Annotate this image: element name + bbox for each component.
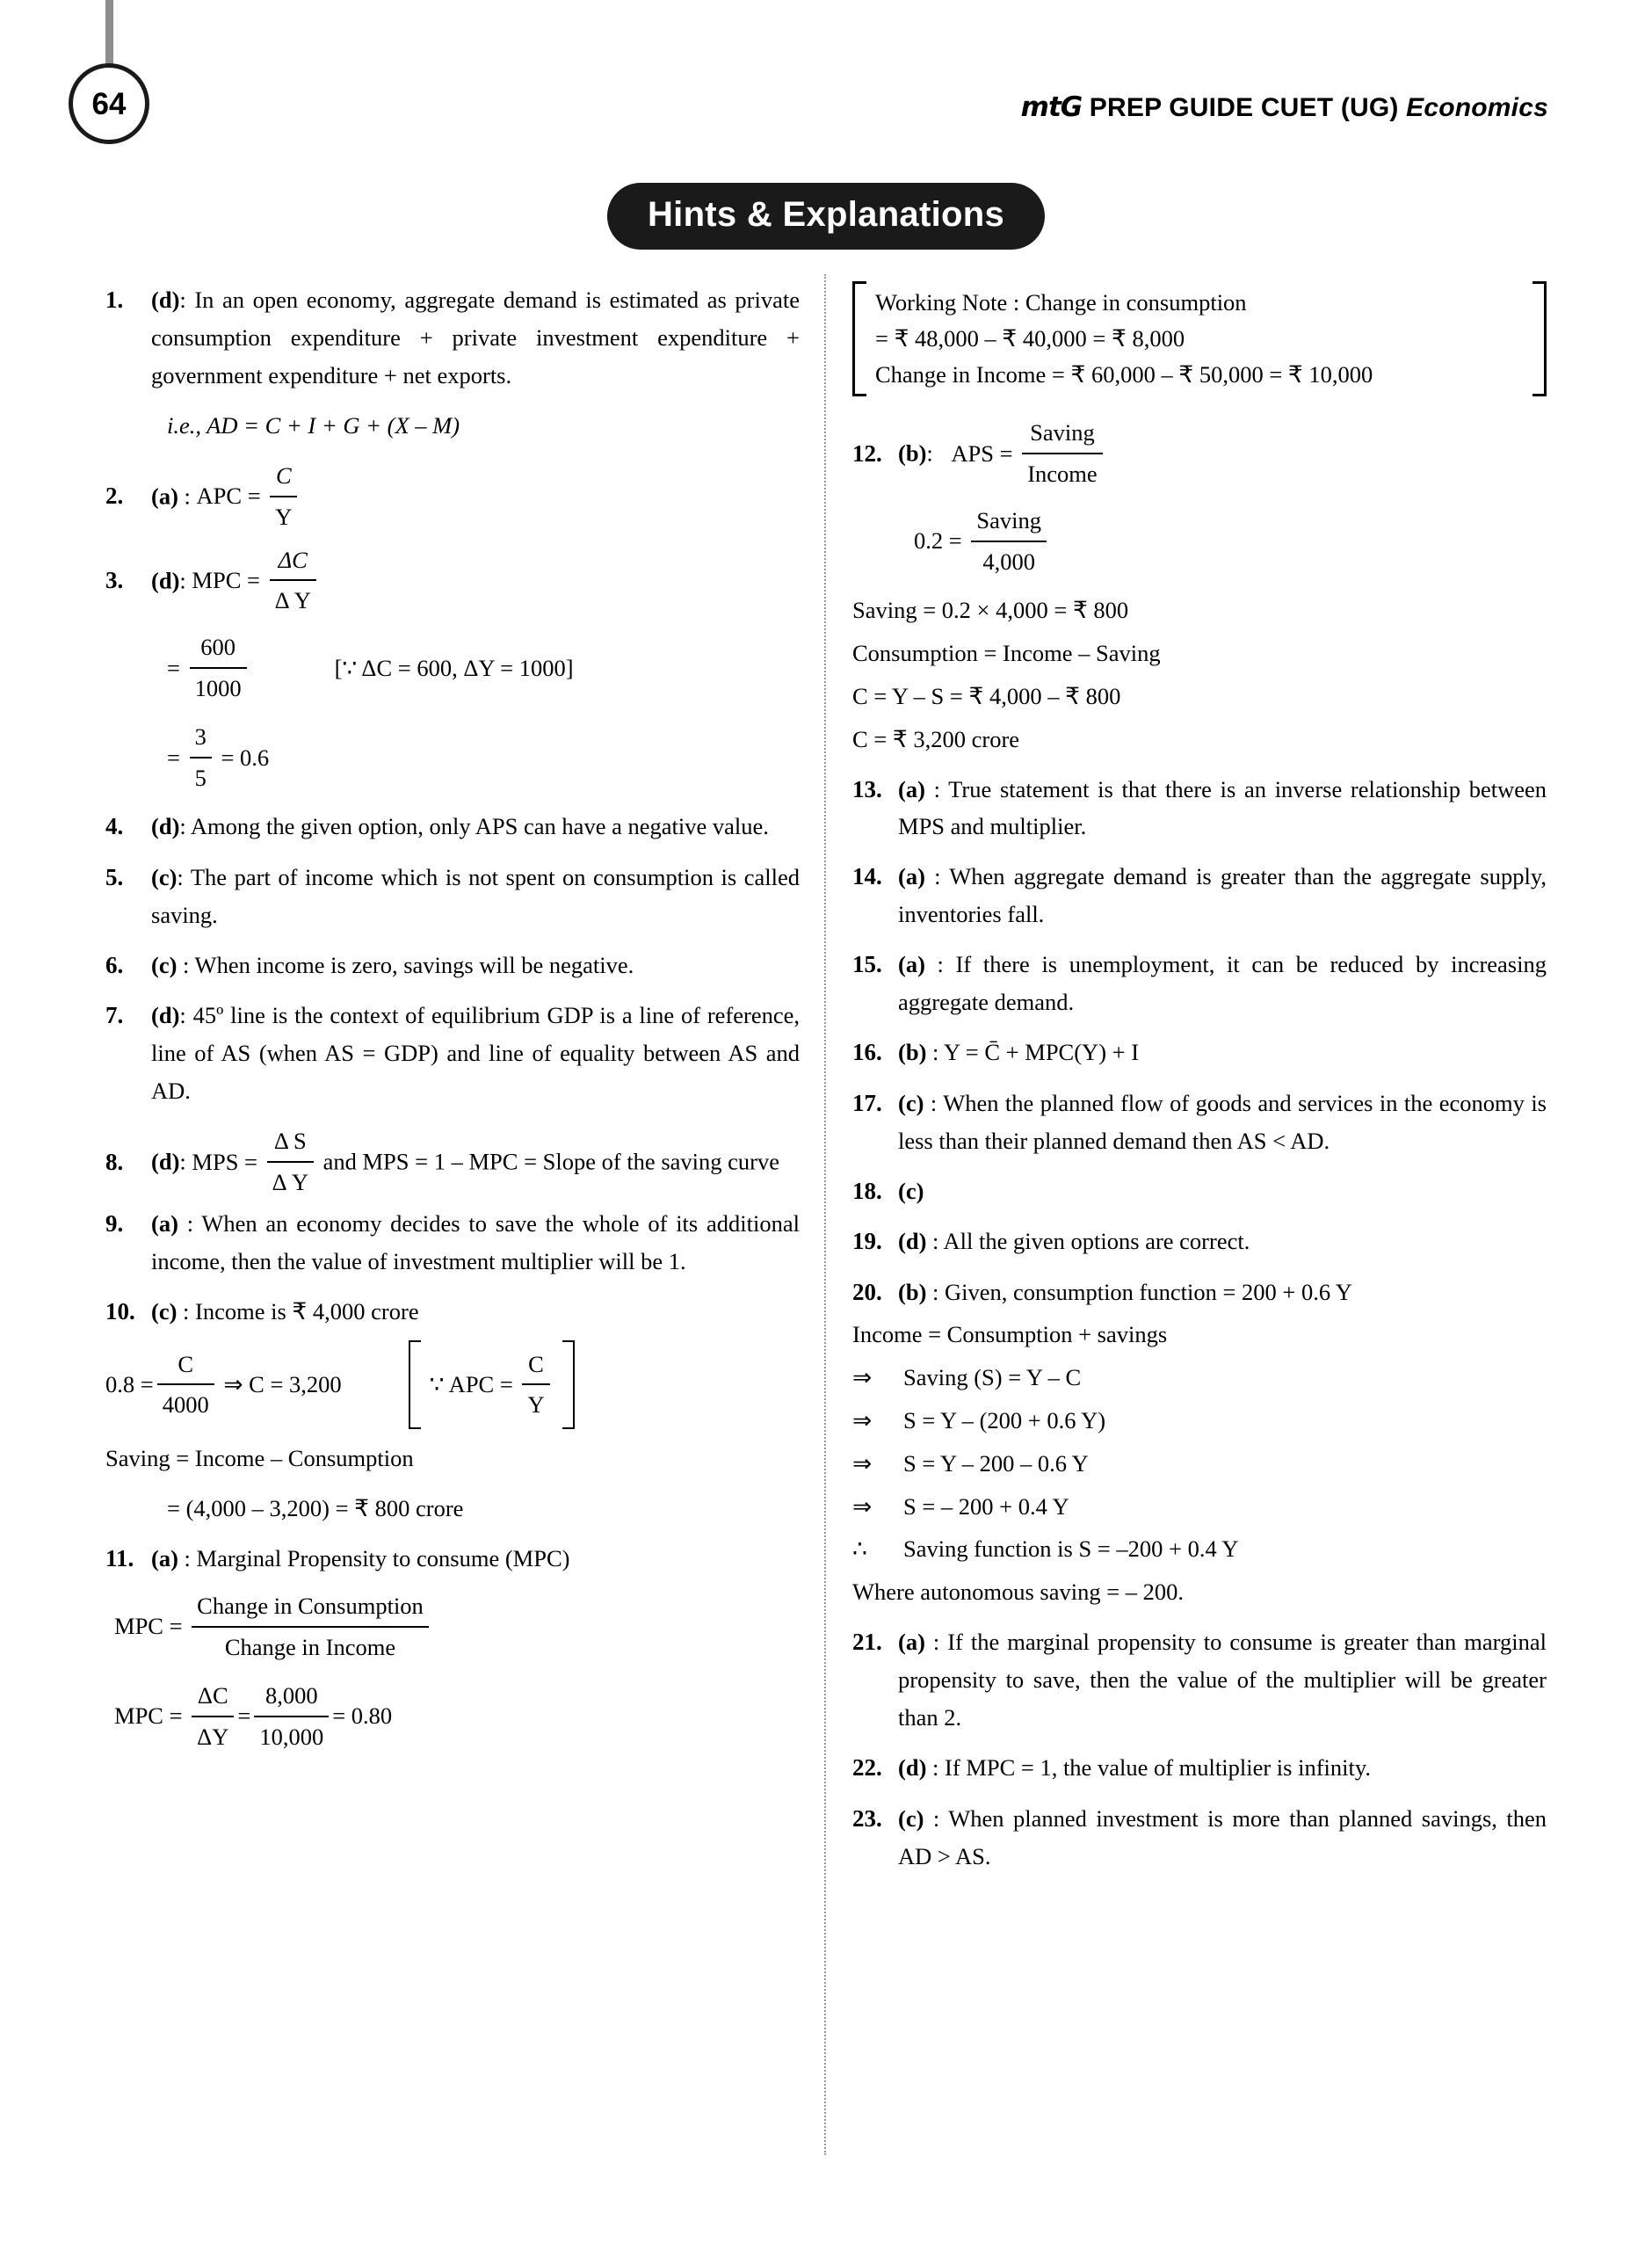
working-note-line-1: Working Note : Change in consumption: [875, 289, 1247, 316]
item-number: 13.: [852, 775, 882, 802]
answer-item-20-step-1: ⇒ Saving (S) = Y – C: [852, 1363, 1082, 1390]
answer-item-11: [105, 1540, 800, 1579]
answer-item-14: [852, 858, 1547, 933]
answer-item-15: [852, 946, 1547, 1021]
item-body: [151, 859, 800, 934]
item-number: 16.: [852, 1039, 882, 1066]
item-option: (d): [898, 1228, 927, 1255]
item-number: 1.: [105, 287, 124, 313]
answer-item-10-equation: 0.8 = $\frac{C}{4000}$ ⇒ C = 3,200 ∵ APC = $\frac{C}{Y}$: [105, 1340, 800, 1430]
answer-item-11-equation-2: MPC = $\frac{\Delta C}{\Delta Y}$ = $\frac{8,000}{10,000}$ = 0.80: [105, 1677, 800, 1756]
answer-item-20: [852, 1274, 1547, 1312]
item-option: (b): [898, 1279, 927, 1306]
answer-item-10: [105, 1293, 800, 1332]
item-option: (d): [151, 813, 180, 840]
item-body: [898, 946, 1547, 1021]
right-column: [852, 281, 1547, 1888]
answer-item-5: [105, 859, 800, 934]
item-body: [898, 414, 1547, 493]
item-body: [151, 1122, 800, 1201]
item-text: : Given, consumption function = 200 + 0.6 Y: [926, 1279, 1352, 1306]
apc-formula: APC = $\frac{C}{Y}$: [197, 457, 301, 536]
answer-item-12: [852, 414, 1547, 493]
item-body: [151, 1293, 800, 1331]
mpc-step-1-note: [∵ ΔC = 600, ΔY = 1000]: [334, 654, 574, 681]
answer-item-3: [105, 541, 800, 621]
page-number-badge: [69, 63, 149, 144]
item-option: (c): [898, 1804, 924, 1832]
item-number: 4.: [105, 813, 124, 840]
item-number: 11.: [105, 1545, 134, 1572]
item-option: (b): [898, 1039, 927, 1066]
item-body: [151, 281, 800, 395]
item-number: 12.: [852, 439, 882, 467]
item-colon: :: [926, 439, 933, 467]
item-option: (d): [151, 1002, 180, 1029]
item-body: [898, 1223, 1547, 1260]
page-number: 64: [91, 86, 127, 121]
answer-item-12-line2: Consumption = Income – Saving: [852, 639, 1161, 666]
answer-item-8: [105, 1122, 800, 1201]
answer-item-10-line3: = (4,000 – 3,200) = ₹ 800 crore: [167, 1495, 464, 1522]
answer-item-18: [852, 1172, 1547, 1211]
item-option: (d): [151, 287, 180, 313]
item-option: (c): [898, 1177, 924, 1204]
answer-item-1-formula: i.e., AD = C + I + G + (X – M): [167, 411, 460, 439]
eq-right: ⇒ C = 3,200: [223, 1371, 342, 1398]
item-number: 14.: [852, 863, 882, 890]
item-body: [898, 1034, 1547, 1071]
item-body: [898, 1623, 1547, 1737]
book-spine-mark: [105, 0, 113, 72]
item-text: : The part of income which is not spent on consumption is called saving.: [151, 863, 800, 928]
item-body: [151, 1205, 800, 1281]
item-option: (c): [151, 1297, 178, 1325]
answer-item-1: [105, 281, 800, 395]
mpc-formula: MPC = $\frac{\Delta C}{\text{Δ Y}}$: [192, 541, 320, 621]
item-option: (a): [151, 1545, 178, 1572]
answer-item-21: [852, 1623, 1547, 1737]
item-text: : All the given options are correct.: [926, 1228, 1250, 1255]
item-text: : When income is zero, savings will be negative.: [177, 951, 634, 978]
book-subject: Economics: [1406, 93, 1548, 122]
answer-item-10-line2: Saving = Income – Consumption: [105, 1445, 414, 1472]
item-text: : Income is ₹ 4,000 crore: [177, 1297, 419, 1325]
item-number: 20.: [852, 1279, 882, 1306]
item-body: [898, 771, 1547, 846]
section-title: Hints & Explanations: [607, 183, 1045, 250]
item-option: (a): [898, 775, 925, 802]
working-note-box: [852, 281, 1547, 396]
item-option: (d): [151, 566, 180, 593]
item-text: : In an open economy, aggregate demand is estimated as private consumption expenditure + private investment expenditure + government expenditure + net exports.: [151, 287, 800, 388]
item-colon: :: [179, 566, 192, 593]
item-number: 17.: [852, 1089, 882, 1116]
item-colon: :: [178, 483, 197, 510]
mpc-step-2: = $\frac{3}{5}$ = 0.6: [167, 718, 800, 797]
item-text: : If there is unemployment, it can be reduced by increasing aggregate demand.: [898, 951, 1547, 1016]
answer-item-12-line1: Saving = 0.2 × 4,000 = ₹ 800: [852, 596, 1129, 623]
item-number: 22.: [852, 1754, 882, 1782]
answer-item-12-line4: C = ₹ 3,200 crore: [852, 725, 1020, 752]
item-option: (a): [898, 1629, 925, 1656]
item-body: [898, 1085, 1547, 1160]
answer-item-23: [852, 1800, 1547, 1876]
item-text: : If MPC = 1, the value of multiplier is infinity.: [926, 1754, 1372, 1782]
answer-item-20-line2: Where autonomous saving = – 200.: [852, 1579, 1185, 1606]
left-column: [105, 281, 800, 1767]
answer-item-4: [105, 808, 800, 846]
answer-item-13: [852, 771, 1547, 846]
answer-item-20-step-3: ⇒ S = Y – 200 – 0.6 Y: [852, 1449, 1089, 1477]
working-note-line-2: = ₹ 48,000 – ₹ 40,000 = ₹ 8,000: [875, 325, 1185, 352]
item-body: [898, 1172, 1547, 1210]
item-option: (a): [898, 863, 925, 890]
item-text: : When the planned flow of goods and services in the economy is less than their planned demand then AS < AD.: [898, 1089, 1547, 1154]
answer-item-20-step-2: ⇒ S = Y – (200 + 0.6 Y): [852, 1406, 1106, 1433]
item-text: : When aggregate demand is greater than the aggregate supply, inventories fall.: [898, 863, 1547, 928]
book-title: PREP GUIDE CUET (UG): [1089, 93, 1399, 122]
item-body: [151, 947, 800, 984]
item-option: (d): [151, 1148, 180, 1175]
item-colon: :: [179, 1148, 192, 1175]
item-option: (b): [898, 439, 927, 467]
mtg-logo: mtG: [1020, 91, 1083, 123]
answer-item-17: [852, 1085, 1547, 1160]
item-body: [898, 858, 1547, 933]
item-text: : 45º line is the context of equilibrium GDP is a line of reference, line of AS (when AS = GDP) and line of equality between AS and AD.: [151, 1002, 800, 1105]
item-body: [151, 808, 800, 846]
item-number: 5.: [105, 863, 124, 890]
item-number: 21.: [852, 1629, 882, 1656]
item-number: 10.: [105, 1297, 135, 1325]
item-body: [151, 457, 800, 536]
item-text: : When planned investment is more than planned savings, then AD > AS.: [898, 1804, 1547, 1869]
running-header: [1021, 91, 1548, 123]
item-option: (d): [898, 1754, 927, 1782]
item-option: (c): [151, 863, 178, 890]
item-number: 6.: [105, 951, 124, 978]
answer-item-12-line3: C = Y – S = ₹ 4,000 – ₹ 800: [852, 682, 1121, 709]
item-text: : When an economy decides to save the whole of its additional income, then the value of investment multiplier will be 1.: [151, 1209, 800, 1274]
answer-item-22: [852, 1749, 1547, 1788]
item-text: : If the marginal propensity to consume is greater than marginal propensity to save, then the value of the multiplier will be greater than 2.: [898, 1629, 1547, 1731]
answer-item-11-equation-1: MPC = $\frac{\text{Change in Consumption}}{\text{Change in Income}}$: [105, 1587, 800, 1666]
item-body: [151, 997, 800, 1110]
item-option: (c): [898, 1089, 924, 1116]
eq-left: 0.8 =: [105, 1371, 154, 1398]
answer-item-2: [105, 457, 800, 536]
item-number: 8.: [105, 1148, 124, 1175]
item-text: : Among the given option, only APS can have a negative value.: [179, 813, 769, 840]
item-body: [151, 1540, 800, 1578]
answer-item-6: [105, 947, 800, 985]
item-body: [898, 1274, 1547, 1311]
item-body: [898, 1800, 1547, 1876]
two-column-body: [105, 281, 1547, 2145]
answer-item-7: [105, 997, 800, 1110]
answer-item-20-step-5: ∴ Saving function is S = –200 + 0.4 Y: [852, 1535, 1239, 1563]
item-option: (a): [151, 483, 178, 510]
item-body: [898, 1749, 1547, 1787]
item-option: (a): [151, 1209, 178, 1237]
item-number: 18.: [852, 1177, 882, 1204]
answer-item-20-step-4: ⇒ S = – 200 + 0.4 Y: [852, 1492, 1069, 1520]
item-number: 7.: [105, 1002, 124, 1029]
column-divider: [824, 274, 826, 2155]
answer-item-19: [852, 1223, 1547, 1261]
item-option: (a): [898, 951, 925, 978]
aps-substitution: 0.2 = $\frac{\text{Saving}}{4,000}$: [914, 502, 1547, 581]
mpc-step-1: = $\frac{600}{1000}$ [∵ ΔC = 600, ΔY = 1000]: [167, 628, 800, 708]
item-number: 19.: [852, 1228, 882, 1255]
item-number: 2.: [105, 483, 124, 510]
aps-formula: APS = $\frac{\text{Saving}}{\text{Income}}$: [951, 414, 1105, 493]
item-number: 15.: [852, 951, 882, 978]
answer-item-9: [105, 1205, 800, 1281]
item-text: :: [926, 1039, 945, 1066]
consumption-function-formula: Y = C̄ + MPC(Y) + I: [944, 1039, 1140, 1066]
mps-tail: and MPS = 1 – MPC = Slope of the saving curve: [322, 1148, 779, 1175]
working-note-line-3: Change in Income = ₹ 60,000 – ₹ 50,000 = ₹ 10,000: [875, 361, 1373, 388]
item-number: 9.: [105, 1209, 124, 1237]
mps-formula: MPS = $\frac{\text{Δ S}}{\text{Δ Y}}$: [192, 1122, 317, 1201]
item-number: 3.: [105, 566, 124, 593]
answer-item-16: [852, 1034, 1547, 1072]
apc-bracket-note: ∵ APC = $\frac{C}{Y}$: [409, 1340, 575, 1430]
item-body: [151, 541, 800, 621]
item-number: 23.: [852, 1804, 882, 1832]
item-text: : Marginal Propensity to consume (MPC): [178, 1545, 570, 1572]
item-option: (c): [151, 951, 178, 978]
item-text: : True statement is that there is an inverse relationship between MPS and multiplier.: [898, 775, 1547, 840]
answer-item-20-line1: Income = Consumption + savings: [852, 1320, 1168, 1347]
